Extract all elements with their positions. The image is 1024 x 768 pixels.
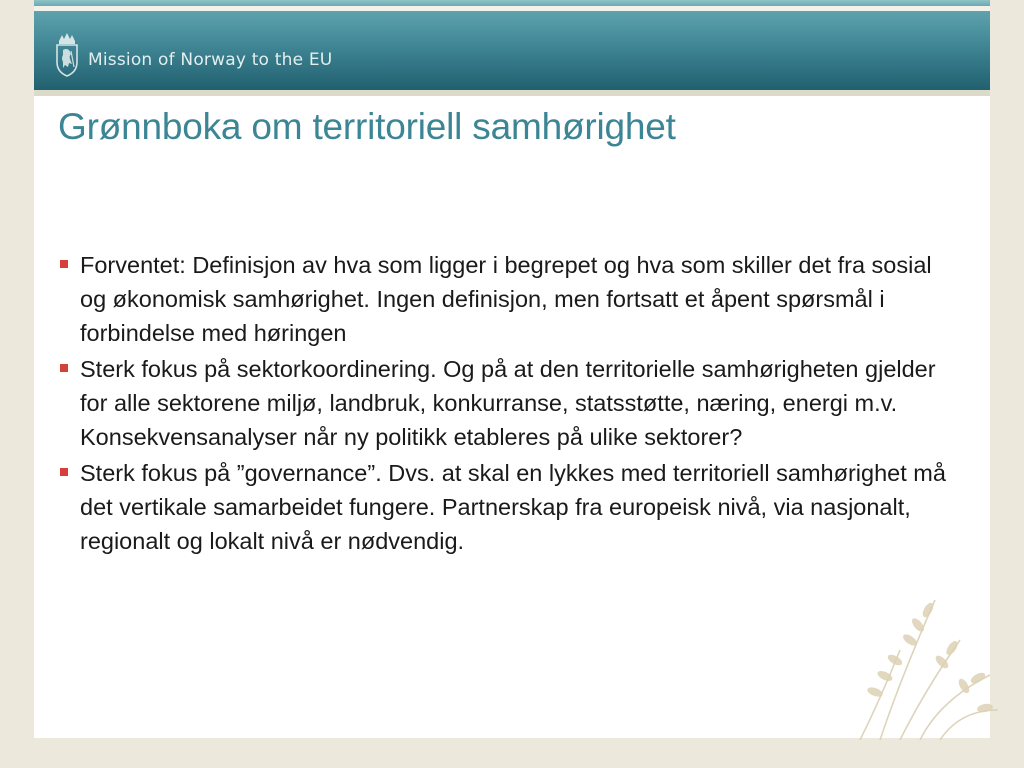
bullet-list [58, 248, 958, 560]
norway-coat-of-arms-icon [54, 32, 80, 78]
bullet-text: Sterk fokus på ”governance”. Dvs. at skal en lykkes med territoriell samhørighet må det vertikale samarbeidet fungere. Partnerskap fra europeisk nivå, via nasjonalt, regionalt og lokalt nivå er nødvendig. [80, 460, 946, 554]
bullet-item [58, 352, 958, 454]
org-name: Mission of Norway to the EU [88, 50, 333, 70]
grass-stalks-icon [840, 580, 1000, 740]
slide-title: Grønnboka om territoriell samhørighet [58, 106, 676, 147]
bullet-text: Forventet: Definisjon av hva som ligger i begrepet og hva som skiller det fra sosial og økonomisk samhørighet. Ingen definisjon, men fortsatt et åpent spørsmål i forbindelse med høringen [80, 252, 932, 346]
bullet-square-icon [60, 260, 68, 268]
bullet-item [58, 248, 958, 350]
bullet-text: Sterk fokus på sektorkoordinering. Og på at den territorielle samhørigheten gjelder for alle sektorene miljø, landbruk, konkurranse, statsstøtte, næring, energi m.v. Konsekvensanalyser når ny politikk etableres på ulike sektorer? [80, 356, 936, 450]
bullet-square-icon [60, 468, 68, 476]
bullet-square-icon [60, 364, 68, 372]
bullet-item [58, 456, 958, 558]
